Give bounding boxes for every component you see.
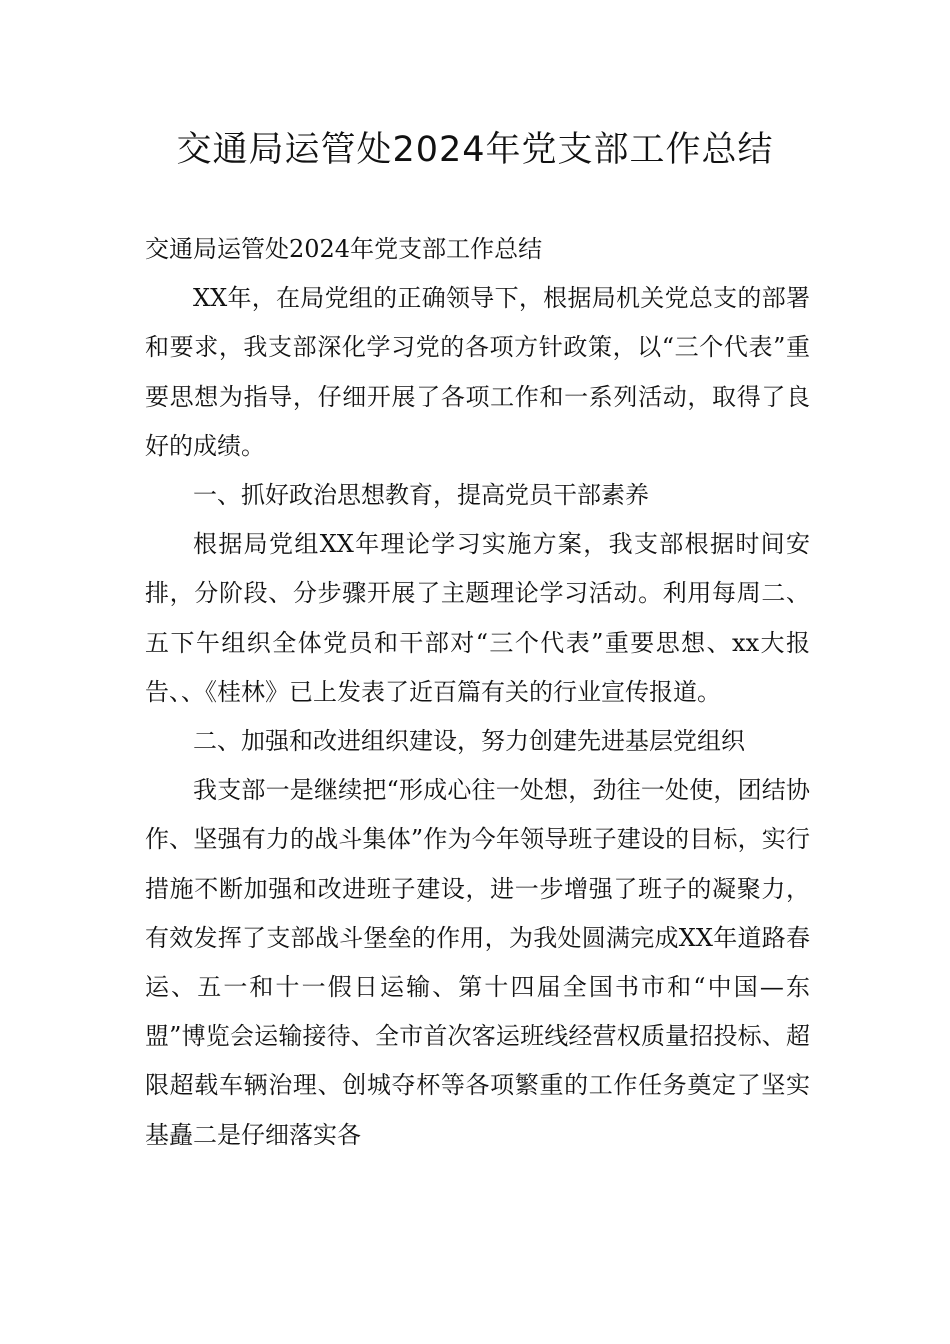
section-heading-1: 一、抓好政治思想教育，提高党员干部素养 bbox=[193, 481, 649, 510]
paragraph-intro: XX年，在局党组的正确领导下，根据局机关党总支的部署和要求，我支部深化学习党的各项方针政策，以“三个代表”重要思想为指导，仔细开展了各项工作和一系列活动，取得了良好的成绩。 bbox=[145, 284, 810, 460]
paragraph-section-2: 我支部一是继续把“形成心往一处想，劲往一处使，团结协作、坚强有力的战斗集体”作为今年领导班子建设的目标，实行措施不断加强和改进班子建设，进一步增强了班子的凝聚力，有效发挥了支部战斗堡垒的作用，为我处圆满完成XX年道路春运、五一和十一假日运输、第十四届全国书市和“中国—东盟”博览会运输接待、全市首次客运班线经营权质量招投标、超限超载车辆治理、创城夺杯等各项繁重的工作任务奠定了坚实基矗二是仔细落实各 bbox=[145, 776, 810, 1149]
section-heading-2: 二、加强和改进组织建设，努力创建先进基层党组织 bbox=[193, 727, 745, 756]
paragraph-section-1: 根据局党组XX年理论学习实施方案，我支部根据时间安排，分阶段、分步骤开展了主题理论学习活动。利用每周二、五下午组织全体党员和干部对“三个代表”重要思想、xx大报告、、《桂林》已上发表了近百篇有关的行业宣传报道。 bbox=[145, 530, 810, 706]
document-subtitle: 交通局运管处2024年党支部工作总结 bbox=[145, 235, 543, 263]
document-body bbox=[145, 225, 810, 1160]
document-title: 交通局运管处2024年党支部工作总结 bbox=[176, 130, 774, 170]
